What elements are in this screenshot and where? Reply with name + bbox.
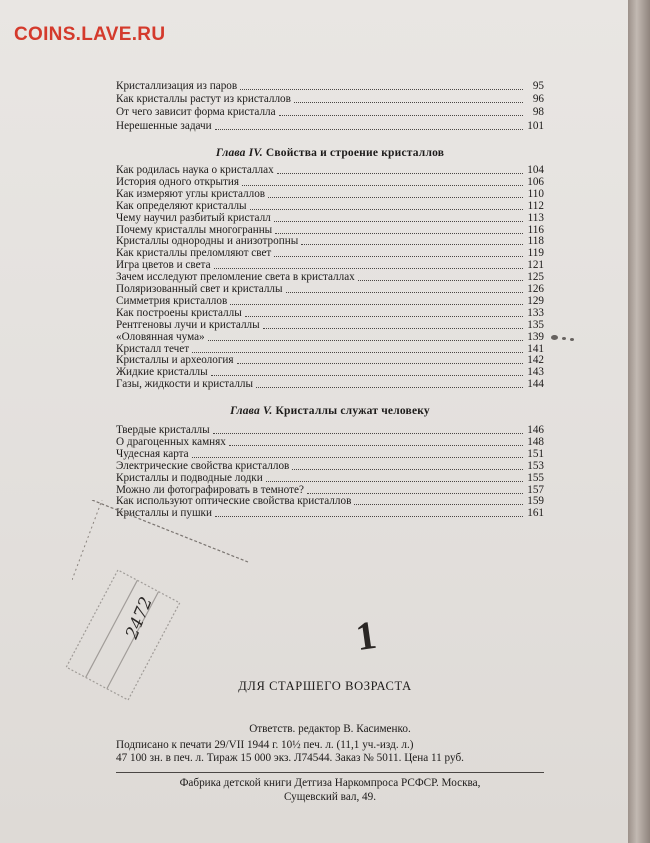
toc-entry-title: Как построены кристаллы bbox=[116, 306, 242, 319]
toc-entry-title: Поляризованный свет и кристаллы bbox=[116, 283, 283, 295]
toc-entry-title: Игра цветов и света bbox=[116, 259, 211, 272]
toc-entry-page: 129 bbox=[527, 294, 544, 307]
toc-entry-page: 148 bbox=[527, 435, 544, 448]
toc-leader-dots bbox=[192, 457, 523, 458]
imprint-block bbox=[116, 723, 544, 766]
toc-leader-dots bbox=[214, 268, 523, 269]
toc-leader-dots bbox=[358, 280, 523, 281]
toc-leader-dots bbox=[277, 173, 523, 174]
toc-entry-title: Твердые кристаллы bbox=[116, 424, 210, 436]
toc-entry-page: 106 bbox=[527, 175, 544, 188]
toc-entry-page: 118 bbox=[527, 235, 544, 248]
imprint-editor: Ответств. редактор В. Касименко. bbox=[249, 723, 411, 735]
toc-entry-title: Нерешенные задачи bbox=[116, 119, 212, 132]
toc-entry-page: 141 bbox=[527, 342, 544, 355]
toc-entry-title: Кристаллы и пушки bbox=[116, 507, 212, 520]
toc-entry-title: Зачем исследуют преломление света в кристаллах bbox=[116, 271, 355, 284]
toc-entry-page: 144 bbox=[527, 378, 544, 391]
toc-entry-page: 161 bbox=[527, 507, 544, 520]
toc-leader-dots bbox=[237, 363, 523, 364]
toc-entry-page: 142 bbox=[527, 354, 544, 367]
chapter-5-title: Кристаллы служат человеку bbox=[275, 405, 430, 417]
toc-entry-page: 125 bbox=[527, 271, 544, 284]
toc-entry-title: Электрические свойства кристаллов bbox=[116, 459, 290, 472]
toc-entry-page: 133 bbox=[527, 306, 544, 319]
toc-leader-dots bbox=[286, 292, 523, 293]
toc-leader-dots bbox=[268, 197, 523, 198]
signature-number-mark: 1 bbox=[352, 611, 380, 660]
toc-entry-page: 110 bbox=[527, 187, 544, 200]
toc-entry-page: 155 bbox=[527, 471, 544, 484]
toc-leader-dots bbox=[230, 304, 523, 305]
toc-entry-title: Как кристаллы растут из кристаллов bbox=[116, 93, 291, 106]
toc-entry-page: 157 bbox=[527, 483, 544, 496]
toc-leader-dots bbox=[274, 221, 523, 222]
toc-leader-dots bbox=[245, 316, 523, 317]
toc-entry-title: Как родилась наука о кристаллах bbox=[116, 164, 274, 176]
toc-entry bbox=[116, 106, 544, 119]
toc-entry-title: Как определяют кристаллы bbox=[116, 199, 247, 212]
toc-entry-page: 95 bbox=[532, 80, 544, 92]
toc-entry bbox=[116, 378, 544, 391]
imprint-divider bbox=[116, 772, 544, 773]
toc-leader-dots bbox=[211, 375, 523, 376]
toc-entry-page: 98 bbox=[532, 106, 544, 119]
imprint-print-line-1: Подписано к печати 29/VII 1944 г. 10½ печ. л. (11,1 уч.-изд. л.) bbox=[116, 738, 414, 751]
toc-leader-dots bbox=[240, 89, 523, 90]
ink-smudge bbox=[562, 337, 566, 340]
toc-entry-title: Как измеряют углы кристаллов bbox=[116, 187, 266, 200]
toc-entry-page: 96 bbox=[532, 93, 544, 106]
toc-leader-dots bbox=[250, 209, 523, 210]
age-label: ДЛЯ СТАРШЕГО ВОЗРАСТА bbox=[238, 679, 412, 693]
ink-smudge bbox=[551, 335, 558, 340]
toc-leader-dots bbox=[215, 129, 523, 130]
toc-entry-page: 116 bbox=[527, 223, 544, 236]
toc-entry-page: 135 bbox=[527, 318, 544, 331]
toc-entry-title: Можно ли фотографировать в темноте? bbox=[116, 483, 304, 496]
toc-entry-page: 126 bbox=[527, 283, 544, 295]
toc-entry-title: Симметрия кристаллов bbox=[116, 294, 228, 307]
toc-leader-dots bbox=[279, 115, 523, 116]
toc-entry-title: О драгоценных камнях bbox=[116, 435, 226, 448]
imprint-factory-line-1: Фабрика детской книги Детгиза Наркомпроса РСФСР. Москва, bbox=[179, 777, 481, 789]
toc-leader-dots bbox=[213, 433, 523, 434]
toc-entry-page: 139 bbox=[527, 330, 544, 343]
toc-entry-page: 159 bbox=[527, 495, 544, 508]
imprint-print-line-2: 47 100 зн. в печ. л. Тираж 15 000 экз. Л74544. Заказ № 5011. Цена 11 руб. bbox=[116, 752, 464, 764]
imprint-factory-line-2: Сущевский вал, 49. bbox=[283, 790, 377, 803]
toc-leader-dots bbox=[266, 481, 523, 482]
toc-entry-title: «Оловянная чума» bbox=[116, 330, 205, 343]
chapter-5-label: Глава V. bbox=[230, 405, 273, 417]
toc-entry bbox=[116, 80, 544, 93]
chapter-4-label: Глава IV. bbox=[215, 147, 263, 159]
stamp-handwritten-number: 2472 bbox=[122, 594, 157, 642]
toc-entry-title: От чего зависит форма кристалла bbox=[116, 106, 276, 119]
toc-leader-dots bbox=[263, 328, 523, 329]
toc-entry bbox=[116, 93, 544, 106]
imprint-factory bbox=[116, 777, 544, 804]
book-spine-edge bbox=[628, 0, 650, 843]
stamp-diagonal-line bbox=[72, 500, 272, 580]
toc-leader-dots bbox=[229, 445, 523, 446]
toc-leader-dots bbox=[208, 340, 523, 341]
chapter-5-heading bbox=[116, 404, 544, 418]
toc-leader-dots bbox=[192, 352, 523, 353]
toc-entry bbox=[116, 120, 544, 133]
toc-leader-dots bbox=[292, 469, 523, 470]
toc-entry-title: Кристаллы и подводные лодки bbox=[116, 471, 263, 484]
toc-leader-dots bbox=[294, 102, 523, 103]
toc-leader-dots bbox=[354, 504, 523, 505]
toc-entry-page: 119 bbox=[527, 247, 544, 260]
toc-leader-dots bbox=[275, 233, 523, 234]
toc-entry-page: 143 bbox=[527, 366, 544, 379]
toc-leader-dots bbox=[301, 244, 523, 245]
toc-leader-dots bbox=[242, 185, 523, 186]
toc-entry-title: Кристаллизация из паров bbox=[116, 80, 238, 92]
toc-entry-title: Как используют оптические свойства кристаллов bbox=[116, 495, 352, 508]
toc-leader-dots bbox=[307, 493, 523, 494]
toc-entry-page: 104 bbox=[527, 164, 544, 176]
toc-entry-title: Чему научил разбитый кристалл bbox=[116, 211, 271, 224]
toc-entry-title: Газы, жидкости и кристаллы bbox=[116, 378, 254, 391]
toc-entry-title: Почему кристаллы многогранны bbox=[116, 223, 273, 236]
toc-entry-title: История одного открытия bbox=[116, 175, 240, 188]
site-watermark: COINS.LAVE.RU bbox=[14, 24, 166, 45]
toc-entry-page: 112 bbox=[527, 199, 544, 212]
toc-entry-title: Кристалл течет bbox=[116, 342, 190, 355]
toc-entry-title: Жидкие кристаллы bbox=[116, 366, 208, 379]
toc-leader-dots bbox=[274, 256, 523, 257]
toc-entry-title: Чудесная карта bbox=[116, 447, 189, 460]
toc-entry-page: 113 bbox=[527, 211, 544, 224]
toc-leader-dots bbox=[256, 387, 523, 388]
toc-entry-page: 146 bbox=[527, 424, 544, 436]
chapter-4-title: Свойства и строение кристаллов bbox=[265, 147, 445, 159]
toc-entry-title: Рентгеновы лучи и кристаллы bbox=[116, 318, 260, 331]
toc-entry-page: 151 bbox=[527, 447, 544, 460]
toc-entry-title: Кристаллы и археология bbox=[116, 354, 234, 367]
ink-smudge bbox=[570, 338, 574, 341]
chapter-4-heading bbox=[116, 146, 544, 160]
toc-entry-title: Как кристаллы преломляют свет bbox=[116, 247, 272, 260]
toc-entry-page: 101 bbox=[527, 119, 544, 132]
toc-entry-page: 121 bbox=[527, 259, 544, 272]
toc-entry-title: Кристаллы однородны и анизотропны bbox=[116, 235, 299, 248]
toc-entry-page: 153 bbox=[527, 459, 544, 472]
